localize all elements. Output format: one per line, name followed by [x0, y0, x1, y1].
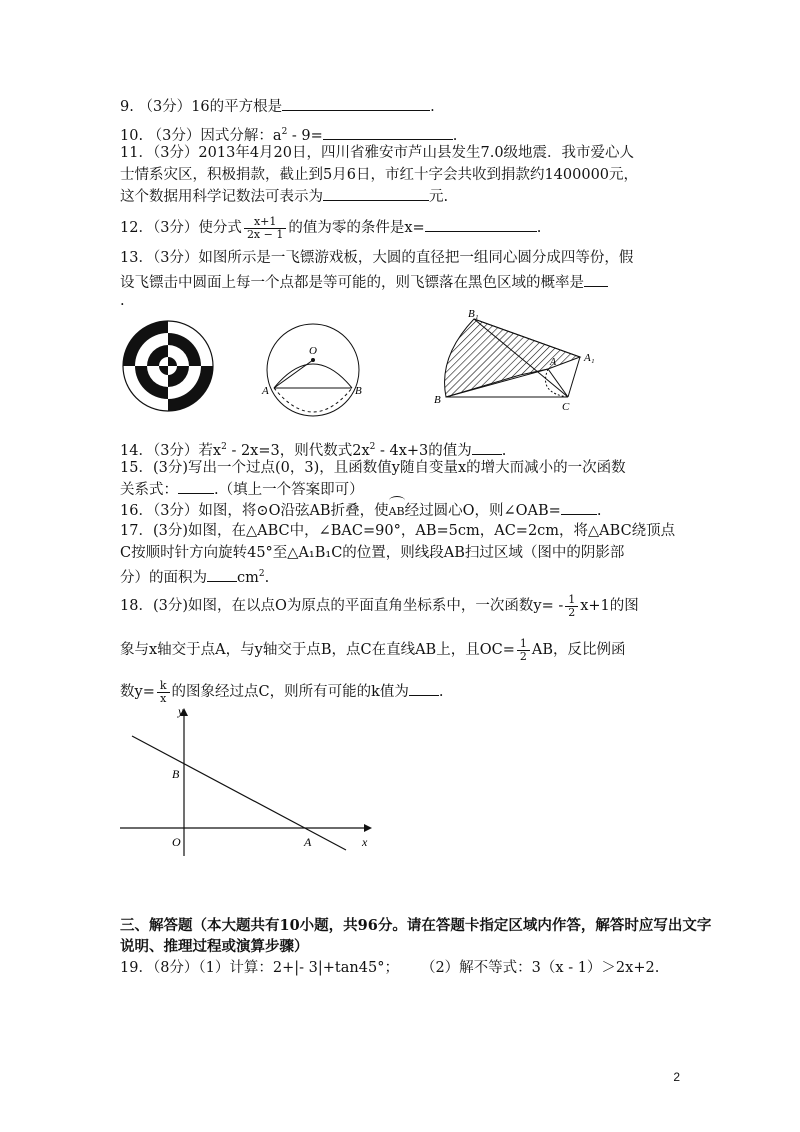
- q18-line1: [120, 590, 639, 622]
- tri-label-a: A: [550, 357, 557, 368]
- dartboard-figure: [122, 320, 214, 412]
- q18-frac1-den: 2: [568, 605, 576, 619]
- q18-frac1-num: 1: [565, 594, 578, 607]
- q18-line2: [120, 634, 626, 666]
- q18-line3a: 数y=: [120, 684, 155, 700]
- q17-line3b: cm: [237, 569, 259, 586]
- circle-label-a: A: [262, 385, 269, 397]
- q16-tail: 经过圆心O，则∠OAB=: [404, 503, 561, 519]
- q17-line2: C按顺时针方向旋转45°至△A₁B₁C的位置，则线段AB扫过区域（图中的阴影部: [120, 545, 625, 561]
- page-number: 2: [673, 1070, 680, 1084]
- circle-label-b: B: [355, 385, 362, 397]
- q18-frac2-den: 2: [519, 649, 527, 663]
- section3-line1: 三、解答题（本大题共有10小题，共96分。请在答题卡指定区域内作答，解答时应写出文字: [120, 917, 712, 934]
- q14-end: .: [501, 442, 507, 459]
- q10-sup: 2: [281, 127, 288, 137]
- q12-end: .: [536, 220, 542, 236]
- graph-label-y: y: [178, 704, 184, 718]
- section3-line2: 说明、推理过程或演算步骤）: [120, 938, 309, 955]
- q19-part1: 19．（8分）（1）计算：2+|- 3|+tan45°；: [120, 960, 399, 976]
- q14-sup1: 2: [221, 442, 227, 452]
- q10-text2: - 9=: [287, 127, 323, 144]
- q13-line3: .: [120, 293, 125, 309]
- q11-blank[interactable]: [323, 186, 429, 201]
- q15-blank[interactable]: [178, 479, 214, 494]
- q10-blank[interactable]: [323, 125, 453, 140]
- q11-line3: [120, 186, 448, 207]
- q16-text: 16．（3分）如图，将⊙O沿弦AB折叠，使: [120, 503, 389, 519]
- question-19: [120, 958, 659, 978]
- tri-label-c: C: [562, 401, 570, 413]
- q11-line3-text: 这个数据用科学记数法可表示为: [120, 189, 323, 205]
- q18-line1a: 18．(3分)如图，在以点O为原点的平面直角坐标系中，一次函数y= -: [120, 598, 564, 614]
- question-16: [120, 500, 601, 522]
- q18-line2a: 象与x轴交于点A，与y轴交于点B，点C在直线AB上，且OC=: [120, 642, 515, 658]
- q9-num: 9.: [120, 99, 134, 115]
- q18-frac3-den: x: [160, 691, 167, 705]
- q15-line1: 15．(3分)写出一个过点(0，3)，且函数值y随自变量x的增大而减小的一次函数: [120, 460, 626, 476]
- question-12: [120, 213, 541, 243]
- coordinate-graph: [118, 700, 378, 860]
- q10-score: （3分）: [147, 127, 201, 144]
- q14-sup2: 2: [369, 442, 376, 452]
- q17-sup: 2: [258, 569, 265, 579]
- q16-end: .: [596, 503, 602, 519]
- q18-frac2: [517, 638, 530, 663]
- q9-text: 16的平方根是: [191, 99, 283, 115]
- q14-text: 14．（3分）若x: [120, 442, 222, 459]
- q17-line3a: 分）的面积为: [120, 569, 207, 586]
- q10-end: .: [452, 127, 458, 144]
- q16-arc: AB: [389, 502, 405, 522]
- q18-frac3-num: k: [157, 680, 170, 693]
- q12-suffix: 的值为零的条件是x=: [288, 220, 425, 236]
- q15-line2b: .（填上一个答案即可）: [214, 482, 364, 498]
- q13-blank[interactable]: [584, 272, 608, 287]
- q17-blank[interactable]: [207, 567, 237, 582]
- rotation-figure: [428, 305, 608, 415]
- q17-line1: 17．(3分)如图，在△ABC中，∠BAC=90°，AB=5cm，AC=2cm，将△ABC绕顶点: [120, 523, 676, 539]
- q9-end: .: [430, 99, 435, 115]
- q13-line2-text: 设飞镖击中圆面上每一个点都是等可能的，则飞镖落在黑色区域的概率是: [120, 275, 584, 291]
- q14-mid: - 2x=3，则代数式2x: [226, 442, 370, 459]
- q11-end: 元.: [429, 189, 449, 205]
- q18-end: .: [438, 684, 444, 700]
- graph-label-o: O: [172, 835, 181, 849]
- graph-label-x: x: [362, 835, 368, 849]
- q18-line3b: 的图象经过点C，则所有可能的k值为: [171, 684, 409, 700]
- graph-label-a: A: [304, 835, 312, 849]
- q18-frac1: [565, 594, 578, 619]
- q14-tail: - 4x+3的值为: [375, 442, 472, 459]
- tri-label-b: B: [434, 394, 441, 406]
- q18-frac2-num: 1: [517, 638, 530, 651]
- q9-blank[interactable]: [282, 96, 430, 111]
- tri-label-a1: A₁: [584, 352, 595, 364]
- q10-text: 因式分解：a: [200, 127, 282, 144]
- q15-line2a: 关系式：: [120, 482, 178, 498]
- q13-line2: [120, 272, 608, 293]
- circle-fold-figure: [258, 318, 368, 422]
- q9-score: （3分）: [138, 99, 192, 115]
- q14-blank[interactable]: [472, 440, 502, 455]
- circle-label-o: O: [309, 345, 317, 357]
- q12-frac-den: 2x − 1: [246, 227, 284, 241]
- q12-frac-num: x+1: [244, 216, 286, 229]
- q11-line2: 士情系灾区，积极捐款，截止到5月6日，市红十字会共收到捐款约1400000元，: [120, 167, 639, 183]
- graph-label-b: B: [172, 767, 180, 781]
- q12-blank[interactable]: [425, 217, 537, 232]
- q17-line3: [120, 564, 269, 588]
- q19-part2: （2）解不等式：3（x - 1）＞2x+2.: [420, 960, 660, 976]
- q13-line1: 13．（3分）如图所示是一飞镖游戏板，大圆的直径把一组同心圆分成四等份，假: [120, 250, 634, 266]
- q18-blank[interactable]: [409, 681, 439, 696]
- q18-line1b: x+1的图: [580, 598, 639, 614]
- q18-line2b: AB，反比例函: [531, 642, 626, 658]
- q12-fraction: [244, 216, 286, 241]
- q11-line1: 11．（3分）2013年4月20日，四川省雅安市芦山县发生7.0级地震．我市爱心人: [120, 145, 635, 161]
- q12-prefix: 12．（3分）使分式: [120, 220, 242, 236]
- q10-num: 10.: [120, 127, 144, 144]
- q15-line2: [120, 479, 364, 500]
- q17-end: .: [264, 569, 270, 586]
- q16-blank[interactable]: [561, 500, 597, 515]
- question-9: [120, 96, 435, 117]
- tri-label-b1: B₁: [468, 308, 479, 320]
